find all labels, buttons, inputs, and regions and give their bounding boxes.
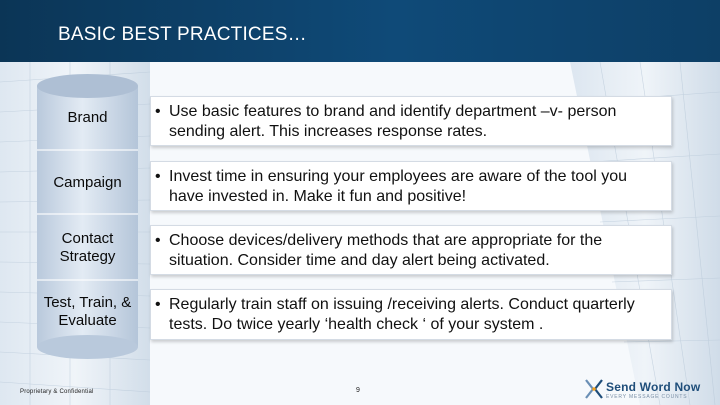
page-number: 9 [356,387,360,394]
footer-proprietary-text: Proprietary & Confidential [20,389,94,395]
logo-tagline: EVERY MESSAGE COUNTS [606,394,688,400]
page-title: BASIC BEST PRACTICES… [58,24,307,45]
bullet-text-test-train-evaluate: • Regularly train staff on issuing /receiving alerts. Conduct quarterly tests. Do twice yearly ‘health check ‘ of your system . [155,295,665,335]
logo-name: Send Word Now [606,380,701,394]
logo-x-icon [584,378,604,400]
step-label-test-train-evaluate: Test, Train, & Evaluate [43,294,132,329]
bullet-box-brand [150,96,672,146]
send-word-now-logo [584,376,704,402]
bullet-box-contact-strategy [150,225,672,275]
step-label-contact-strategy: Contact Strategy [59,230,116,265]
header-banner [0,0,720,62]
bullet-text-campaign: • Invest time in ensuring your employees are aware of the tool you have invested in. Make it fun and positive! [155,167,665,207]
step-label-campaign: Campaign [53,174,122,191]
bullet-box-campaign [150,161,672,211]
bullet-box-test-train-evaluate [150,289,672,340]
step-label-brand: Brand [67,109,108,126]
bullet-text-contact-strategy: • Choose devices/delivery methods that are appropriate for the situation. Consider time and day alert being activated. [155,231,665,271]
bullet-text-brand: • Use basic features to brand and identify department –v- person sending alert. This increases response rates. [155,102,665,142]
